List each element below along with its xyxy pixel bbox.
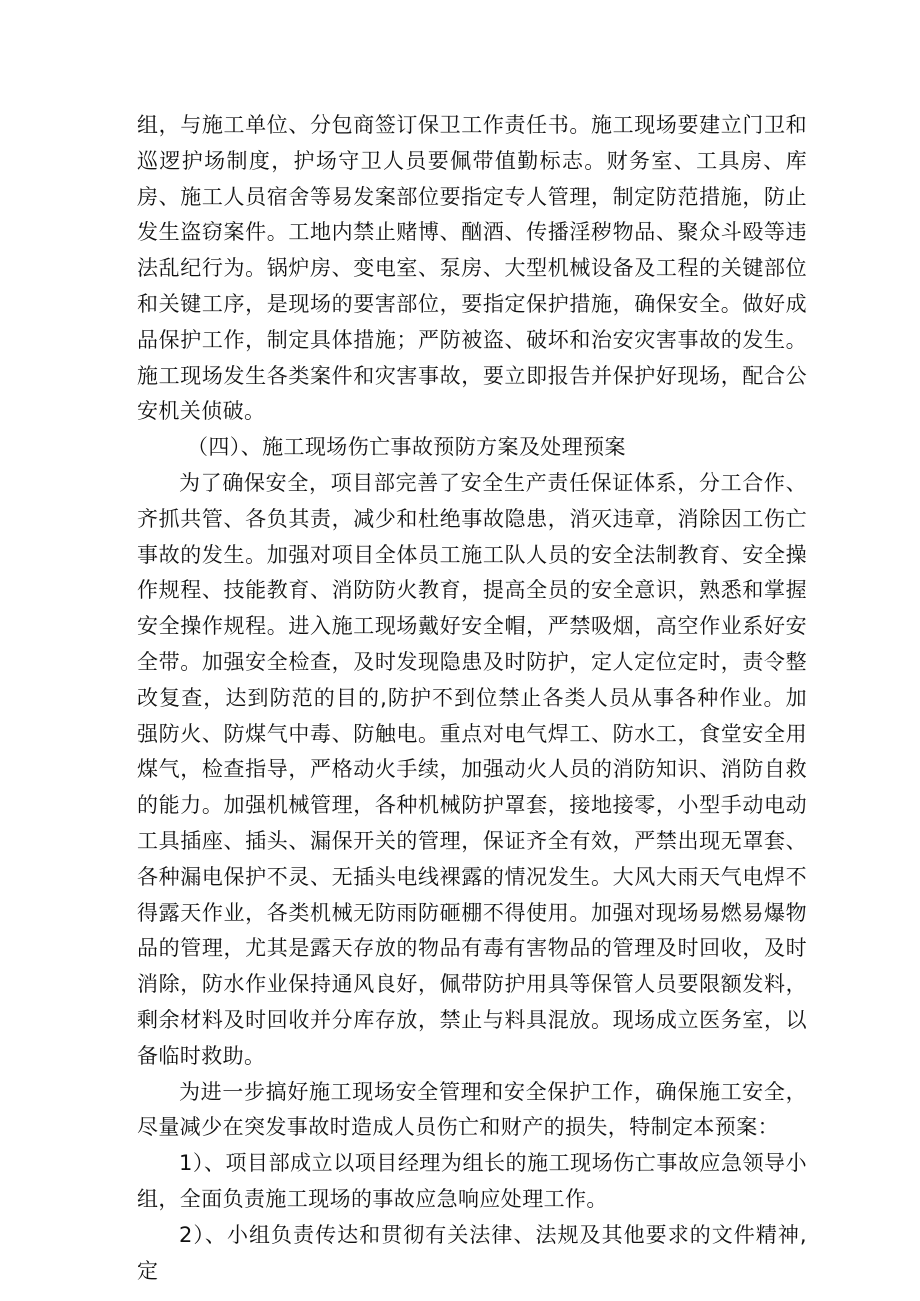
paragraph-security-continued: 组，与施工单位、分包商签订保卫工作责任书。施工现场要建立门卫和巡逻护场制度，护场守卫人员要佩带值勤标志。财务室、工具房、库房、施工人员宿舍等易发案部位要指定专人管理，制定防范措施，防止发生盗窃案件。工地内禁止赌博、酗酒、传播淫秽物品、聚众斗殴等违法乱纪行为。锅炉房、变电室、泵房、大型机械设备及工程的关键部位和关键工序，是现场的要害部位，要指定保护措施，确保安全。做好成品保护工作，制定具体措施；严防被盗、破坏和治安灾害事故的发生。施工现场发生各类案件和灾害事故，要立即报告并保护好现场，配合公安机关侦破。 bbox=[137, 113, 807, 424]
section-heading-4: （四）、施工现场伤亡事故预防方案及处理预案 bbox=[187, 435, 626, 460]
paragraph-plan-purpose: 为进一步搞好施工现场安全管理和安全保护工作，确保施工安全，尽量减少在突发事故时造成人员伤亡和财产的损失，特制定本预案： bbox=[137, 1079, 807, 1140]
list-item-1: 1）、项目部成立以项目经理为组长的施工现场伤亡事故应急领导小组，全面负责施工现场的事故应急响应处理工作。 bbox=[137, 1151, 807, 1211]
paragraph-safety-measures: 为了确保安全，项目部完善了安全生产责任保证体系，分工合作、齐抓共管、各负其责，减少和杜绝事故隐患，消灭违章，消除因工伤亡事故的发生。加强对项目全体员工施工队人员的安全法制教育、安全操作规程、技能教育、消防防火教育，提高全员的安全意识，熟悉和掌握安全操作规程。进入施工现场戴好安全帽，严禁吸烟，高空作业系好安全带。加强安全检查，及时发现隐患及时防护，定人定位定时，责令整改复查，达到防范的目的,防护不到位禁止各类人员从事各种作业。加强防火、防煤气中毒、防触电。重点对电气焊工、防水工，食堂安全用煤气，检查指导，严格动火手续，加强动火人员的消防知识、消防自救的能力。加强机械管理，各种机械防护罩套，接地接零，小型手动电动工具插座、插头、漏保开关的管理，保证齐全有效，严禁出现无罩套、各种漏电保护不灵、无插头电线裸露的情况发生。大风大雨天气电焊不得露天作业，各类机械无防雨防砸棚不得使用。加强对现场易燃易爆物品的管理，尤其是露天存放的物品有毒有害物品的管理及时回收，及时消除，防水作业保持通风良好，佩带防护用具等保管人员要限额发料，剩余材料及时回收并分库存放，禁止与料具混放。现场成立医务室，以备临时救助。 bbox=[137, 470, 807, 1068]
document-body bbox=[137, 108, 807, 1289]
list-item-2: 2）、小组负责传达和贯彻有关法律、法规及其他要求的文件精神,定 bbox=[137, 1222, 807, 1283]
